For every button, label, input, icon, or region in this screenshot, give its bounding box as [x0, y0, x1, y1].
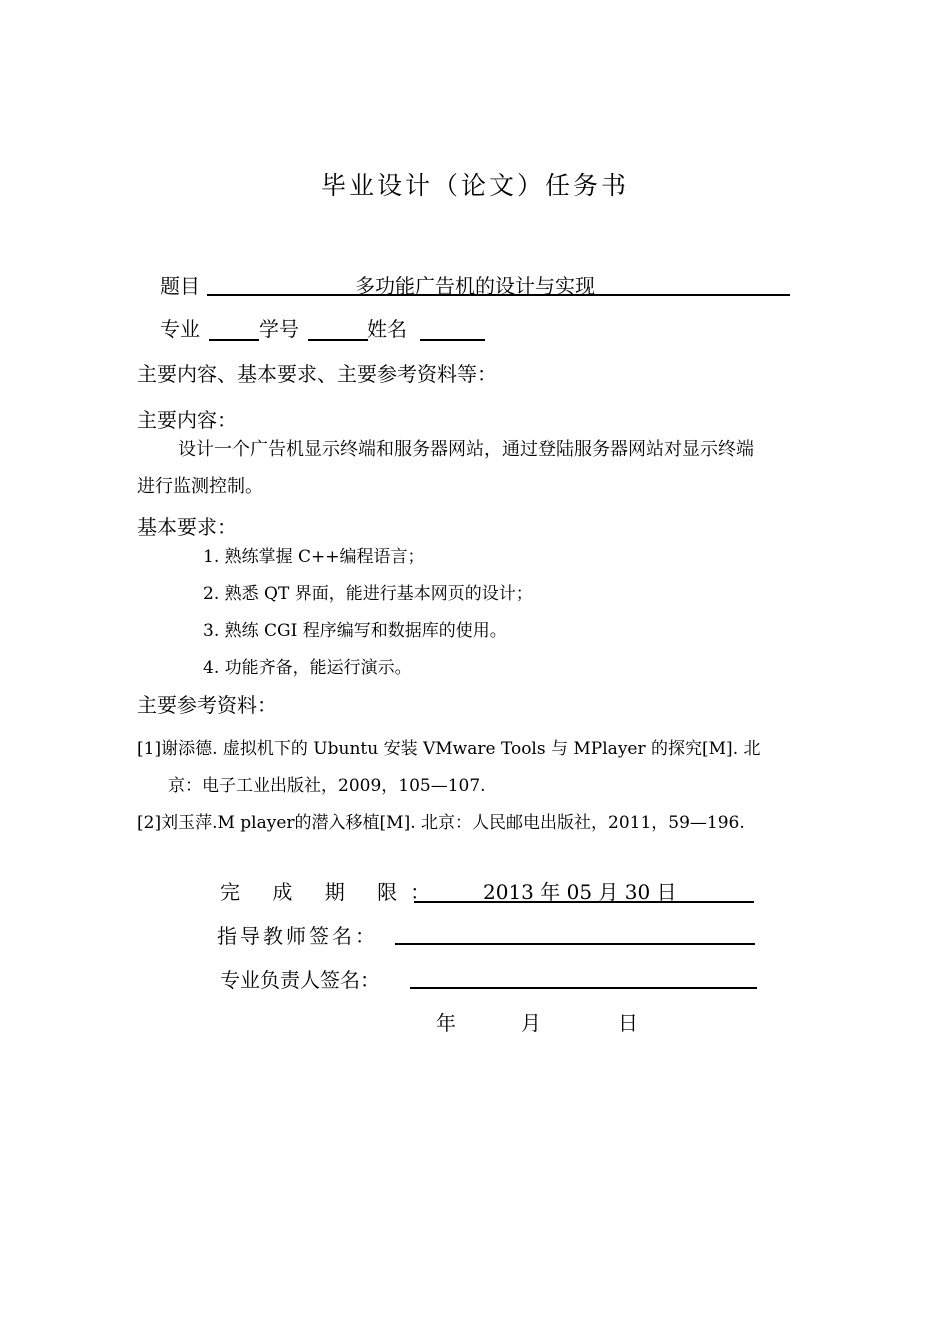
content-line-2: 进行监测控制。 — [137, 476, 263, 497]
advisor-signature-line — [395, 943, 755, 945]
requirement-item: 3. 熟练 CGI 程序编写和数据库的使用。 — [203, 621, 507, 641]
content-line-1: 设计一个广告机显示终端和服务器网站，通过登陆服务器网站对显示终端 — [178, 439, 754, 460]
head-signature-line — [410, 987, 757, 989]
name-label: 姓名 — [367, 317, 407, 341]
topic-value: 多功能广告机的设计与实现 — [355, 274, 595, 298]
student-id-underline — [308, 339, 368, 341]
requirement-item: 4. 功能齐备，能运行演示。 — [203, 658, 412, 678]
content-heading: 主要内容： — [137, 408, 237, 432]
date-month: 月 — [521, 1011, 541, 1035]
advisor-signature-label: 指导教师签名： — [217, 924, 378, 948]
major-label: 专业 — [160, 317, 200, 341]
head-signature-label: 专业负责人签名： — [220, 968, 380, 992]
reference-1-line-1: [1]谢添德. 虚拟机下的 Ubuntu 安装 VMware Tools 与 MPlayer 的探究[M]. 北 — [137, 739, 761, 759]
page-title: 毕业设计（论文）任务书 — [320, 171, 629, 200]
reference-2: [2]刘玉萍.M player的潜入移植[M]. 北京：人民邮电出版社，2011，59—196. — [137, 813, 745, 833]
requirements-heading: 基本要求： — [137, 515, 237, 539]
requirement-item: 1. 熟练掌握 C++编程语言； — [203, 547, 425, 567]
topic-label: 题目 — [160, 274, 200, 298]
major-underline — [209, 339, 259, 341]
reference-1-line-2: 京：电子工业出版社，2009，105—107. — [168, 776, 486, 796]
deadline-label: 完 成 期 限： — [220, 880, 444, 904]
name-underline — [420, 339, 485, 341]
overview-heading: 主要内容、基本要求、主要参考资料等： — [137, 362, 497, 386]
student-id-label: 学号 — [259, 317, 299, 341]
requirement-item: 2. 熟悉 QT 界面，能进行基本网页的设计； — [203, 584, 533, 604]
deadline-value: 2013 年 05 月 30 日 — [483, 880, 677, 904]
date-year: 年 — [436, 1011, 456, 1035]
references-heading: 主要参考资料： — [137, 693, 277, 717]
date-day: 日 — [618, 1011, 638, 1035]
